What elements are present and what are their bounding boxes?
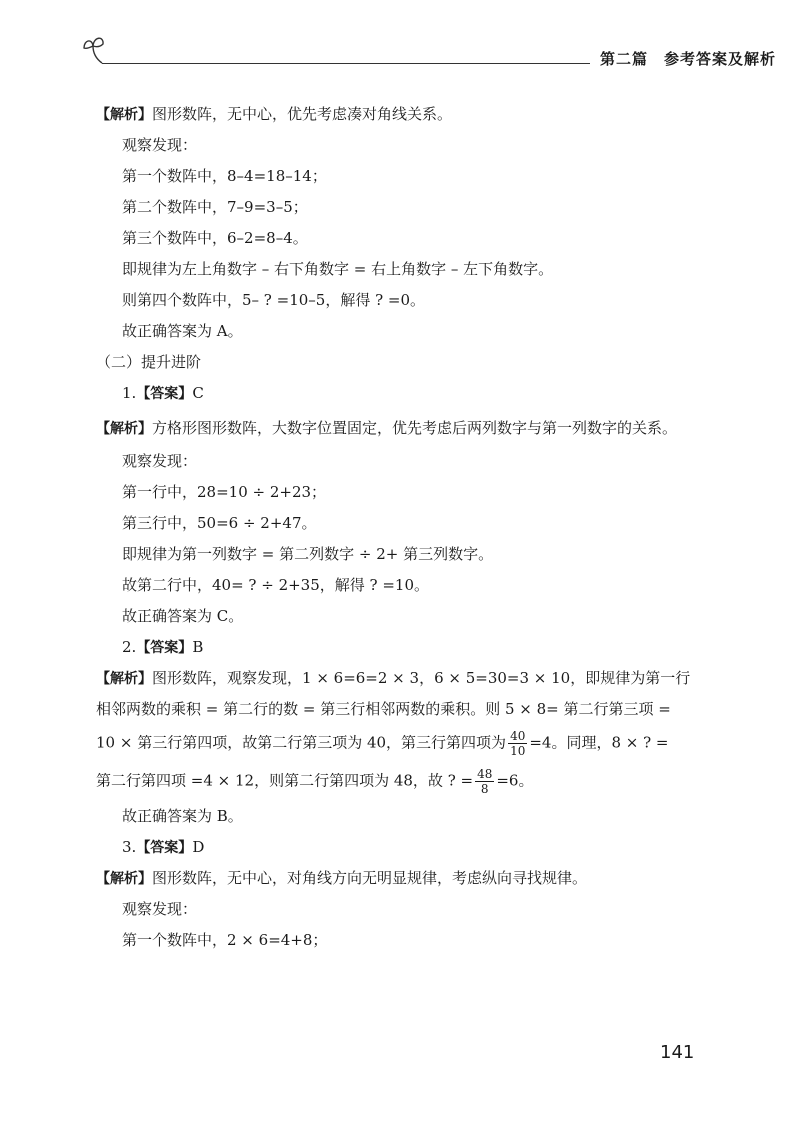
page-number: 141	[660, 1042, 695, 1063]
text-line: 故正确答案为 A。	[122, 322, 243, 340]
text-line: 观察发现：	[122, 900, 198, 918]
text-line: 第三个数阵中，6–2=8–4。	[122, 229, 308, 247]
answer-tag: 【答案】	[136, 386, 193, 402]
analysis-line: 【解析】图形数阵，无中心，对角线方向无明显规律，考虑纵向寻找规律。	[96, 869, 588, 887]
sprout-icon	[80, 30, 106, 64]
answer-tag: 【答案】	[136, 640, 193, 656]
analysis-tag: 【解析】	[96, 421, 152, 437]
text-line: 第一个数阵中，8–4=18–14；	[122, 167, 327, 185]
text-line: 故第二行中，40= ? ÷ 2+35，解得 ? =10。	[122, 576, 430, 594]
text-line: 第三行中，50=6 ÷ 2+47。	[122, 514, 317, 532]
answer-tag: 【答案】	[136, 840, 193, 856]
section-heading: （二）提升进阶	[96, 353, 202, 371]
text-line: 故正确答案为 B。	[122, 807, 243, 825]
text-line: 第一个数阵中，2 × 6=4+8；	[122, 931, 328, 949]
text-line: 故正确答案为 C。	[122, 607, 244, 625]
header-rule	[102, 63, 590, 64]
text-line: 观察发现：	[122, 136, 198, 154]
answer-body	[96, 103, 706, 960]
text-line: 则第四个数阵中，5– ? =10–5，解得 ? =0。	[122, 291, 426, 309]
analysis-tag: 【解析】	[96, 871, 152, 887]
answer-line: 3.【答案】D	[122, 838, 205, 856]
answer-line: 1.【答案】C	[122, 384, 204, 402]
fraction: $\frac{40}{10}$	[510, 729, 526, 758]
text-line: 相邻两数的乘积 = 第二行的数 = 第三行相邻两数的乘积。则 5 × 8= 第二行第三项 =	[96, 700, 671, 718]
fraction: $\frac{48}{8}$	[477, 767, 493, 796]
text-line: 10 × 第三行第四项，故第二行第三项为 40，第三行第四项为 $\frac{40}{10}$ =4。同理，8 × ? =	[96, 729, 669, 758]
analysis-line: 【解析】图形数阵，无中心，优先考虑凑对角线关系。	[96, 105, 453, 123]
text-line: 即规律为左上角数字 – 右下角数字 = 右上角数字 – 左下角数字。	[122, 260, 554, 278]
answer-line: 2.【答案】B	[122, 638, 204, 656]
analysis-line: 【解析】方格形图形数阵，大数字位置固定，优先考虑后两列数字与第一列数字的关系。	[96, 419, 678, 437]
text-line: 第二行第四项 =4 × 12，则第二行第四项为 48，故 ? = $\frac{48}{8}$ =6。	[96, 767, 534, 796]
text-line: 即规律为第一列数字 = 第二列数字 ÷ 2+ 第三列数字。	[122, 545, 494, 563]
analysis-tag: 【解析】	[96, 671, 152, 687]
text-line: 第二个数阵中，7–9=3–5；	[122, 198, 308, 216]
analysis-line: 【解析】图形数阵，观察发现，1 × 6=6=2 × 3，6 × 5=30=3 × 10，即规律为第一行	[96, 669, 691, 687]
text-line: 第一行中，28=10 ÷ 2+23；	[122, 483, 327, 501]
page-header	[80, 30, 777, 70]
header-title: 第二篇 参考答案及解析	[600, 50, 777, 68]
analysis-tag: 【解析】	[96, 107, 152, 123]
text-line: 观察发现：	[122, 452, 198, 470]
